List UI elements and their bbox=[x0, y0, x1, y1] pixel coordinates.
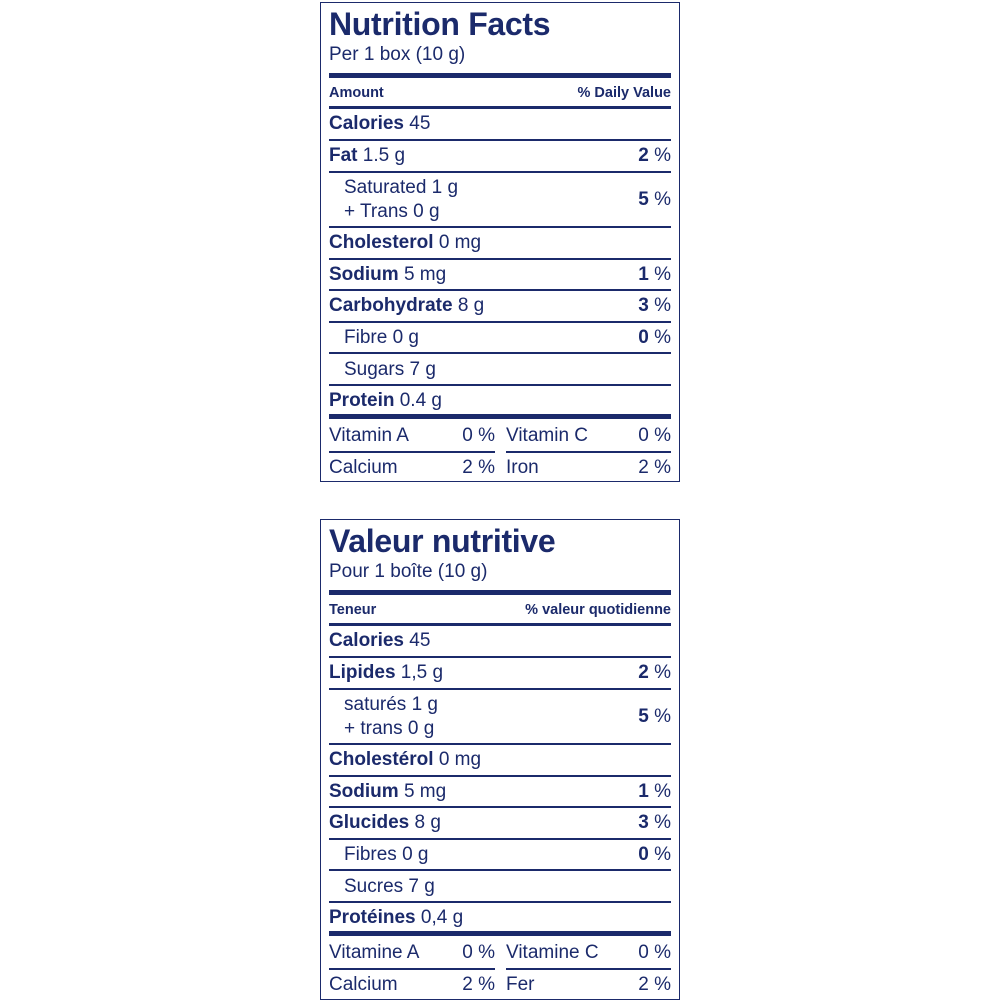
header-daily-value: % valeur quotidienne bbox=[525, 602, 671, 618]
serving-size: Pour 1 boîte (10 g) bbox=[329, 561, 488, 582]
thick-divider bbox=[329, 73, 671, 78]
divider bbox=[506, 968, 671, 970]
divider bbox=[329, 688, 671, 690]
header-daily-value: % Daily Value bbox=[577, 85, 671, 101]
header-amount: Teneur bbox=[329, 602, 377, 618]
divider bbox=[329, 226, 671, 228]
divider bbox=[506, 451, 671, 453]
divider bbox=[329, 623, 671, 626]
serving-size: Per 1 box (10 g) bbox=[329, 44, 466, 65]
divider bbox=[329, 352, 671, 354]
column-header bbox=[329, 599, 671, 621]
column-header bbox=[329, 82, 671, 104]
divider bbox=[329, 139, 671, 141]
divider bbox=[329, 838, 671, 840]
divider bbox=[329, 743, 671, 745]
saturated-row: Saturated 1 g + Trans 0 g 5 % bbox=[344, 177, 671, 222]
divider bbox=[329, 656, 671, 658]
divider bbox=[329, 106, 671, 109]
header-amount: Amount bbox=[329, 85, 384, 101]
divider bbox=[329, 289, 671, 291]
thick-divider bbox=[329, 590, 671, 595]
nutrition-facts-panel-en: Nutrition Facts Per 1 box (10 g) Amount % Daily Value Calories 45 Fat 1.5 g 2 % Saturated 1 g + Trans 0 g 5 % Cholesterol 0 mg Sodium 5 mg 1 % Carbohydrate 8 g 3 % Fibre 0 g 0 % Sugars 7 g Protein 0.4 g Vitamin A 0 % Vitamin C 0 % Calcium 2 % Iron 2 % bbox=[320, 2, 680, 482]
divider bbox=[329, 806, 671, 808]
thick-divider bbox=[329, 414, 671, 419]
divider bbox=[329, 869, 671, 871]
divider bbox=[329, 775, 671, 777]
saturated-row: saturés 1 g + trans 0 g 5 % bbox=[344, 694, 671, 739]
divider bbox=[329, 384, 671, 386]
divider bbox=[329, 258, 671, 260]
panel-title: Valeur nutritive bbox=[329, 523, 556, 559]
divider bbox=[329, 321, 671, 323]
panel-title: Nutrition Facts bbox=[329, 6, 551, 42]
thick-divider bbox=[329, 931, 671, 936]
divider bbox=[329, 968, 495, 970]
nutrition-facts-panel-fr: Valeur nutritive Pour 1 boîte (10 g) Teneur % valeur quotidienne Calories 45 Lipides 1,5 g 2 % saturés 1 g + trans 0 g 5 % Cholestérol 0 mg Sodium 5 mg 1 % Glucides 8 g 3 % Fibres 0 g 0 % Sucres 7 g Protéines 0,4 g Vitamine A 0 % Vitamine C 0 % Calcium 2 % Fer 2 % bbox=[320, 519, 680, 1000]
divider bbox=[329, 171, 671, 173]
divider bbox=[329, 901, 671, 903]
divider bbox=[329, 451, 495, 453]
